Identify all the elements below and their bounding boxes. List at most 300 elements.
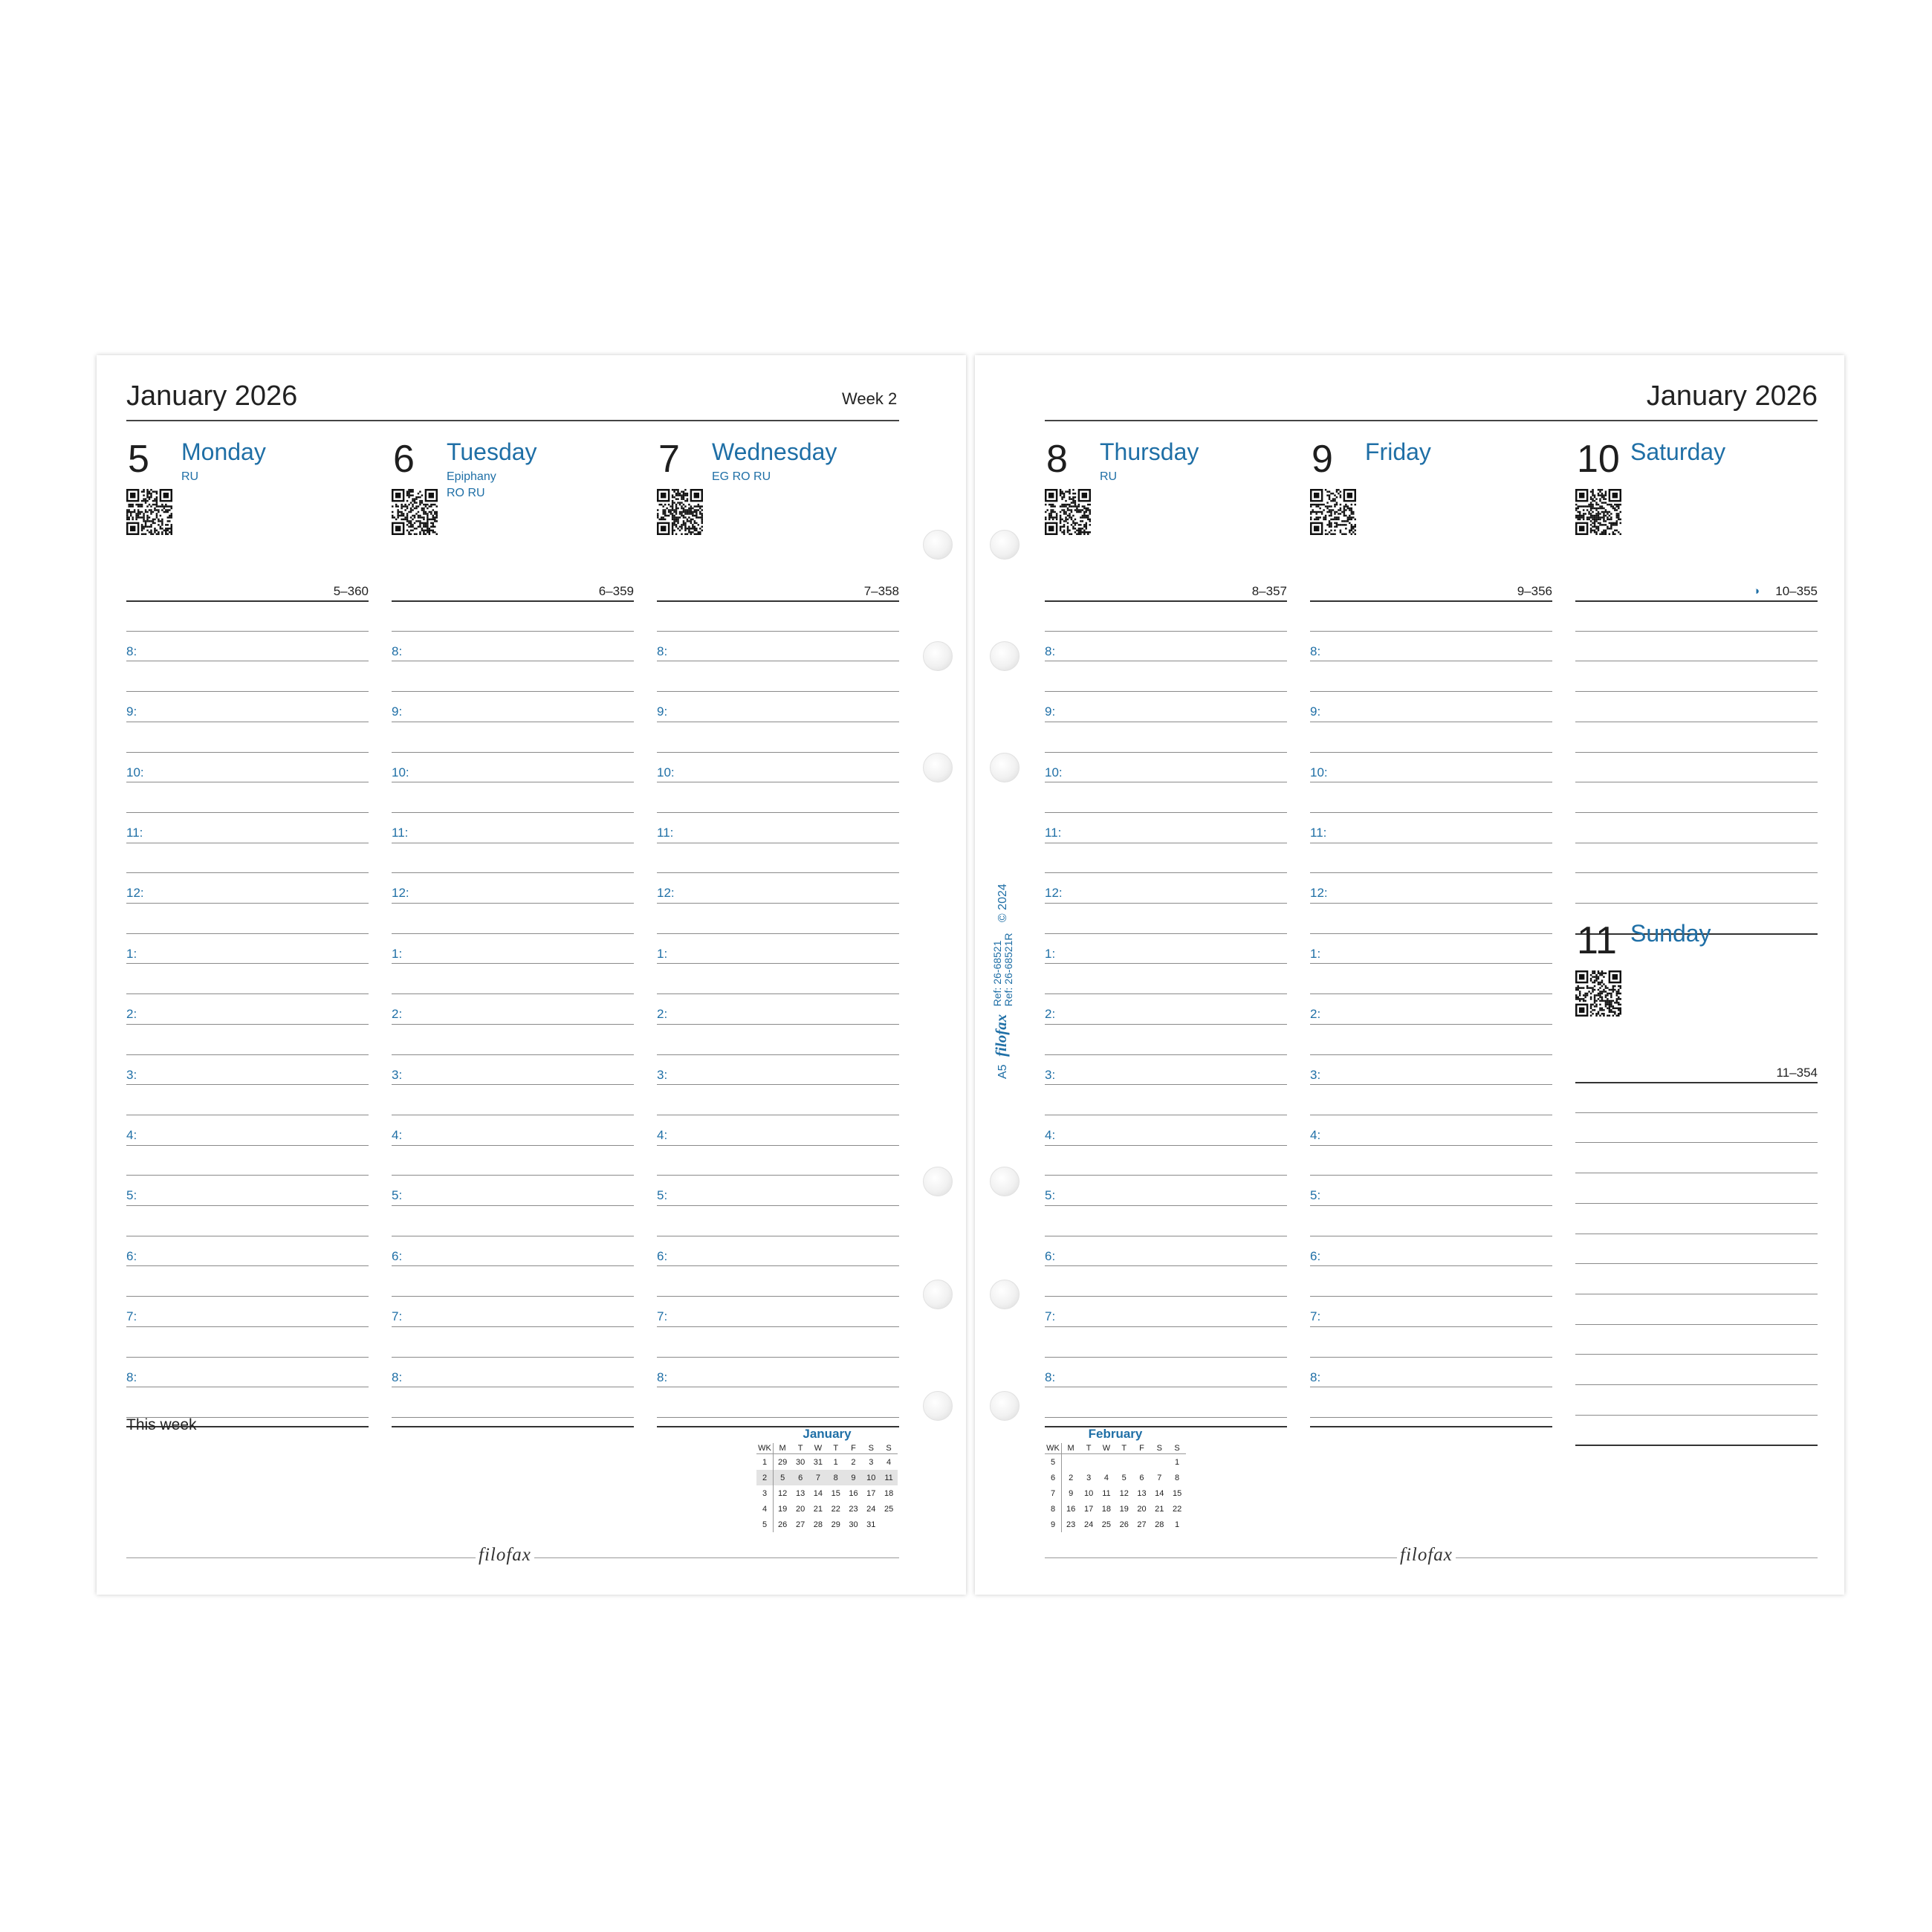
ruled-line	[1575, 631, 1818, 632]
hour-label: 9:	[1045, 704, 1056, 719]
ruled-line	[126, 631, 369, 632]
mini-calendar-cell: 8	[1045, 1501, 1062, 1517]
day-name: Friday	[1365, 438, 1431, 465]
qr-code-icon	[1575, 489, 1621, 535]
mini-calendar-week	[1045, 1454, 1186, 1471]
ruled-line	[1575, 1354, 1818, 1355]
mini-calendar-week	[1045, 1470, 1186, 1485]
hour-label: 4:	[1045, 1127, 1056, 1142]
day-divider	[1575, 600, 1818, 602]
mini-calendar-cell: 29	[778, 1457, 788, 1467]
ruled-line	[1575, 691, 1818, 692]
binder-hole	[990, 1280, 1020, 1309]
ruled-line	[1045, 1175, 1287, 1176]
day-count: 8–357	[1251, 584, 1287, 598]
ruled-line	[392, 1265, 634, 1266]
mini-calendar-cell: 7	[1157, 1473, 1162, 1482]
qr-code-icon	[1575, 970, 1621, 1017]
hour-label: 1:	[126, 946, 137, 961]
hour-label: 8:	[392, 1369, 403, 1384]
ruled-line	[657, 631, 899, 632]
hour-label: 8:	[126, 644, 137, 658]
ruled-line	[1045, 1054, 1287, 1055]
page-title: January 2026	[126, 380, 298, 412]
hour-label: 12:	[1045, 886, 1063, 901]
filofax-logo: filofax	[476, 1545, 534, 1566]
ruled-line	[392, 933, 634, 934]
hour-label: 11:	[1045, 825, 1062, 840]
day-count: 7–358	[863, 584, 899, 598]
binder-hole	[923, 1391, 953, 1421]
spine-size: A5	[996, 1064, 1010, 1079]
mini-calendar-header: M	[1062, 1443, 1080, 1454]
mini-calendar-header: T	[827, 1443, 845, 1454]
mini-calendar-cell: 25	[1101, 1520, 1112, 1529]
mini-calendar-header: W	[809, 1443, 827, 1454]
spine-ref-2: Ref: 26-68521R	[1002, 933, 1014, 1007]
mini-calendar-cell: 15	[1172, 1488, 1182, 1498]
hour-label: 7:	[657, 1309, 668, 1324]
hour-label: 11:	[1310, 825, 1327, 840]
binder-hole	[923, 530, 953, 560]
day-name: Sunday	[1630, 920, 1711, 947]
mini-calendar-cell	[1062, 1454, 1080, 1471]
ruled-line	[126, 872, 369, 873]
ruled-line	[1310, 872, 1552, 873]
ruled-line	[1575, 1384, 1818, 1385]
day-end-rule	[1575, 1445, 1818, 1446]
mini-calendar-cell: 30	[796, 1457, 805, 1467]
mini-calendar-header: T	[791, 1443, 809, 1454]
ruled-line	[126, 1054, 369, 1055]
ruled-line	[1310, 1205, 1552, 1206]
day-note: RU	[1100, 470, 1118, 483]
ruled-line	[1310, 812, 1552, 813]
mini-calendar-header: WK	[756, 1443, 774, 1454]
ruled-line	[1310, 903, 1552, 904]
ruled-line	[392, 1054, 634, 1055]
ruled-line	[1045, 1357, 1287, 1358]
ruled-line	[392, 1084, 634, 1085]
page-title: January 2026	[1646, 380, 1818, 412]
header-rule	[126, 420, 899, 421]
day-number: 6	[393, 438, 415, 481]
binder-hole	[923, 1167, 953, 1196]
hour-label: 7:	[126, 1309, 137, 1324]
ruled-line	[392, 993, 634, 994]
hour-label: 8:	[657, 1369, 668, 1384]
day-number: 11	[1577, 919, 1617, 962]
ruled-line	[126, 1084, 369, 1085]
hour-label: 5:	[1045, 1188, 1056, 1203]
day-name: Monday	[181, 438, 266, 465]
ruled-line	[1310, 1084, 1552, 1085]
hour-label: 8:	[126, 1369, 137, 1384]
ruled-line	[1310, 1175, 1552, 1176]
hour-label: 6:	[657, 1248, 668, 1263]
hour-label: 3:	[1310, 1067, 1321, 1082]
mini-calendar-cell: 12	[1119, 1488, 1129, 1498]
hour-label: 6:	[1045, 1248, 1056, 1263]
mini-calendar-header: S	[1168, 1443, 1186, 1454]
mini-calendar-cell: 17	[866, 1488, 876, 1498]
day-header	[657, 435, 899, 525]
spine-refs	[992, 933, 1014, 1007]
ruled-line	[1575, 1142, 1818, 1143]
mini-calendar-cell: 19	[1119, 1504, 1129, 1514]
ruled-line	[1310, 1417, 1552, 1418]
hour-label: 11:	[392, 825, 409, 840]
mini-calendar-cell: 20	[796, 1504, 805, 1514]
ruled-line	[126, 1145, 369, 1146]
mini-calendar-cell: 15	[831, 1488, 840, 1498]
day-note: RU	[181, 470, 199, 483]
mini-calendar-cell: 7	[1045, 1485, 1062, 1501]
mini-calendar-header: W	[1098, 1443, 1115, 1454]
mini-calendar-cell: 12	[778, 1488, 788, 1498]
ruled-line	[1045, 1145, 1287, 1146]
mini-calendar-title: January	[803, 1427, 852, 1441]
hour-label: 1:	[657, 946, 668, 961]
mini-calendar-header: S	[880, 1443, 898, 1454]
ruled-line	[657, 1357, 899, 1358]
header-rule	[1045, 420, 1818, 421]
day-count: 5–360	[333, 584, 369, 598]
mini-calendar-cell: 3	[756, 1485, 774, 1501]
mini-calendar-cell: 5	[1121, 1473, 1127, 1482]
mini-calendar-cell: 9	[1069, 1488, 1074, 1498]
ruled-line	[1045, 631, 1287, 632]
mini-calendar-header: WK	[1045, 1443, 1062, 1454]
mini-calendar-cell: 11	[1102, 1488, 1111, 1498]
mini-calendar-cell: 3	[1086, 1473, 1092, 1482]
mini-calendar-week	[756, 1454, 898, 1471]
ruled-line	[392, 1326, 634, 1327]
mini-calendar-cell: 19	[778, 1504, 788, 1514]
ruled-line	[657, 903, 899, 904]
ruled-line	[1575, 1263, 1818, 1264]
mini-calendar-week	[756, 1517, 898, 1532]
day-header	[126, 435, 369, 525]
mini-calendar-cell: 2	[1069, 1473, 1074, 1482]
moon-phase-icon: ◑	[1752, 585, 1760, 597]
hour-label: 9:	[657, 704, 668, 719]
mini-calendar-header: F	[1133, 1443, 1151, 1454]
ruled-line	[657, 963, 899, 964]
mini-calendar-cell	[880, 1517, 898, 1532]
ruled-line	[126, 1205, 369, 1206]
mini-calendar-cell: 21	[1155, 1504, 1164, 1514]
day-name: Saturday	[1630, 438, 1726, 465]
hour-label: 1:	[392, 946, 403, 961]
ruled-line	[392, 1024, 634, 1025]
ruled-line	[1045, 812, 1287, 813]
ruled-line	[392, 1145, 634, 1146]
day-note: EG RO RU	[712, 470, 771, 483]
ruled-line	[126, 691, 369, 692]
qr-code-icon	[657, 489, 703, 535]
mini-calendar-cell: 1	[756, 1454, 774, 1471]
ruled-line	[657, 1054, 899, 1055]
binder-hole	[990, 641, 1020, 671]
mini-calendar-week	[1045, 1517, 1186, 1532]
hour-label: 2:	[1045, 1007, 1056, 1022]
hour-label: 11:	[657, 825, 674, 840]
day-number: 7	[658, 438, 680, 481]
binder-hole	[923, 641, 953, 671]
ruled-line	[1310, 691, 1552, 692]
mini-calendar-cell: 2	[756, 1470, 774, 1485]
binder-hole	[990, 753, 1020, 782]
hour-label: 6:	[126, 1248, 137, 1263]
mini-calendar-cell: 14	[1155, 1488, 1164, 1498]
day-header	[1575, 435, 1818, 525]
spine-logo: filofax	[992, 1014, 1011, 1057]
mini-calendar-cell: 24	[1084, 1520, 1094, 1529]
qr-code-icon	[126, 489, 172, 535]
ruled-line	[657, 1417, 899, 1418]
mini-calendar-week	[1045, 1501, 1186, 1517]
left-page	[97, 355, 966, 1595]
day-name: Thursday	[1100, 438, 1199, 465]
mini-calendar-cell: 6	[1045, 1470, 1062, 1485]
ruled-line	[392, 963, 634, 964]
ruled-line	[1310, 993, 1552, 994]
mini-calendar-cell: 11	[880, 1470, 898, 1485]
binder-hole	[923, 1280, 953, 1309]
ruled-line	[1575, 903, 1818, 904]
mini-calendar-cell: 16	[849, 1488, 858, 1498]
hour-label: 4:	[1310, 1127, 1321, 1142]
hour-label: 8:	[1310, 644, 1321, 658]
ruled-line	[392, 1296, 634, 1297]
mini-calendar-cell: 31	[866, 1520, 876, 1529]
mini-calendar-cell: 30	[849, 1520, 858, 1529]
ruled-line	[657, 1265, 899, 1266]
ruled-line	[126, 752, 369, 753]
mini-calendar-cell: 23	[1066, 1520, 1076, 1529]
day-divider	[1310, 600, 1552, 602]
filofax-logo: filofax	[1397, 1545, 1456, 1566]
mini-calendar-cell: 6	[1139, 1473, 1144, 1482]
day-count: 11–354	[1776, 1066, 1818, 1080]
mini-calendar-cell: 31	[813, 1457, 823, 1467]
ruled-line	[1575, 1203, 1818, 1204]
spine-imprint	[992, 826, 1014, 1079]
ruled-line	[1045, 1296, 1287, 1297]
hour-label: 10:	[1310, 765, 1328, 779]
mini-calendar-cell	[1115, 1454, 1133, 1471]
ruled-line	[657, 933, 899, 934]
mini-calendar-cell: 14	[813, 1488, 823, 1498]
mini-calendar-cell: 1	[833, 1457, 838, 1467]
hour-label: 3:	[1045, 1067, 1056, 1082]
mini-calendar-cell: 27	[1137, 1520, 1147, 1529]
hour-label: 2:	[126, 1007, 137, 1022]
ruled-line	[1575, 1324, 1818, 1325]
mini-calendar-cell	[1150, 1454, 1168, 1471]
hour-label: 6:	[1310, 1248, 1321, 1263]
binder-hole	[990, 1167, 1020, 1196]
mini-calendar-cell	[1133, 1454, 1151, 1471]
mini-calendar-cell: 13	[796, 1488, 805, 1498]
hour-label: 10:	[392, 765, 409, 779]
qr-code-icon	[1310, 489, 1356, 535]
day-header	[1045, 435, 1287, 525]
day-name: Wednesday	[712, 438, 837, 465]
ruled-line	[1045, 993, 1287, 994]
hour-label: 8:	[657, 644, 668, 658]
hour-label: 10:	[126, 765, 144, 779]
mini-calendar-cell: 4	[886, 1457, 892, 1467]
ruled-line	[657, 1084, 899, 1085]
mini-calendar-cell: 9	[1045, 1517, 1062, 1532]
mini-calendar-cell: 5	[756, 1517, 774, 1532]
mini-calendar-cell: 1	[1175, 1520, 1180, 1529]
mini-calendar-cell: 8	[1175, 1473, 1180, 1482]
mini-calendar-cell: 10	[1084, 1488, 1094, 1498]
mini-calendar-cell: 18	[884, 1488, 894, 1498]
mini-calendar-cell: 26	[778, 1520, 788, 1529]
ruled-line	[126, 1265, 369, 1266]
ruled-line	[1310, 1296, 1552, 1297]
ruled-line	[657, 812, 899, 813]
hour-label: 8:	[1045, 1369, 1056, 1384]
day-note-2: RO RU	[447, 487, 485, 499]
mini-calendar-cell	[1080, 1454, 1098, 1471]
mini-calendar-title: February	[1088, 1427, 1143, 1441]
ruled-line	[657, 691, 899, 692]
day-divider	[1575, 1082, 1818, 1083]
ruled-line	[1045, 1024, 1287, 1025]
mini-calendar-week	[756, 1501, 898, 1517]
mini-calendar-cell: 23	[849, 1504, 858, 1514]
mini-calendar-cell: 17	[1084, 1504, 1094, 1514]
mini-calendar-cell: 8	[827, 1470, 845, 1485]
mini-calendar-cell: 26	[1119, 1520, 1129, 1529]
ruled-line	[657, 1326, 899, 1327]
hour-label: 12:	[392, 886, 409, 901]
binder-hole	[923, 753, 953, 782]
hour-label: 8:	[1310, 1369, 1321, 1384]
day-number: 9	[1312, 438, 1333, 481]
ruled-line	[1045, 903, 1287, 904]
ruled-line	[657, 993, 899, 994]
day-header	[1575, 917, 1818, 1006]
hour-label: 1:	[1310, 946, 1321, 961]
mini-calendar-week	[1045, 1485, 1186, 1501]
day-number: 5	[128, 438, 149, 481]
week-label: Week 2	[842, 389, 898, 408]
day-header	[1310, 435, 1552, 525]
mini-calendar-cell: 3	[869, 1457, 874, 1467]
hour-label: 9:	[126, 704, 137, 719]
ruled-line	[1045, 691, 1287, 692]
hour-label: 2:	[1310, 1007, 1321, 1022]
hour-label: 10:	[657, 765, 675, 779]
mini-calendar-january	[756, 1427, 898, 1532]
ruled-line	[126, 1357, 369, 1358]
mini-calendar-cell: 7	[809, 1470, 827, 1485]
hour-label: 12:	[657, 886, 675, 901]
hour-label: 7:	[1045, 1309, 1056, 1324]
day-count: 6–359	[598, 584, 634, 598]
hour-label: 5:	[1310, 1188, 1321, 1203]
spine-copyright: © 2024	[996, 884, 1010, 923]
ruled-line	[657, 1296, 899, 1297]
hour-label: 9:	[1310, 704, 1321, 719]
binder-hole	[990, 530, 1020, 560]
hour-label: 11:	[126, 825, 143, 840]
mini-calendar-cell: 6	[791, 1470, 809, 1485]
mini-calendar-cell: 22	[1172, 1504, 1182, 1514]
mini-calendar-cell: 4	[1103, 1473, 1109, 1482]
mini-calendar-february	[1045, 1427, 1186, 1532]
ruled-line	[126, 1296, 369, 1297]
ruled-line	[1045, 872, 1287, 873]
mini-calendar-week	[756, 1470, 898, 1485]
ruled-line	[1575, 1112, 1818, 1113]
mini-calendar-cell: 24	[866, 1504, 876, 1514]
mini-calendar-week	[756, 1485, 898, 1501]
hour-label: 2:	[657, 1007, 668, 1022]
this-week-label: This week	[126, 1416, 197, 1433]
day-name: Tuesday	[447, 438, 537, 465]
ruled-line	[392, 1357, 634, 1358]
mini-calendar-cell: 5	[774, 1470, 792, 1485]
ruled-line	[126, 1175, 369, 1176]
ruled-line	[1045, 752, 1287, 753]
ruled-line	[1575, 872, 1818, 873]
ruled-line	[392, 812, 634, 813]
mini-calendar-cell: 27	[796, 1520, 805, 1529]
hour-label: 7:	[392, 1309, 403, 1324]
ruled-line	[657, 872, 899, 873]
day-divider	[126, 600, 369, 602]
ruled-line	[1310, 1265, 1552, 1266]
ruled-line	[1045, 1265, 1287, 1266]
ruled-line	[126, 1024, 369, 1025]
ruled-line	[1045, 933, 1287, 934]
ruled-line	[657, 1024, 899, 1025]
binder-hole	[990, 1391, 1020, 1421]
day-end-rule	[1310, 1426, 1552, 1427]
ruled-line	[1045, 1417, 1287, 1418]
ruled-line	[1310, 631, 1552, 632]
mini-calendar-cell: 16	[1066, 1504, 1076, 1514]
ruled-line	[1045, 1205, 1287, 1206]
qr-code-icon	[1045, 489, 1091, 535]
hour-label: 7:	[1310, 1309, 1321, 1324]
ruled-line	[1045, 1084, 1287, 1085]
day-count: 10–355	[1775, 584, 1818, 598]
ruled-line	[392, 631, 634, 632]
hour-label: 3:	[392, 1067, 403, 1082]
ruled-line	[392, 691, 634, 692]
ruled-line	[392, 752, 634, 753]
right-page	[975, 355, 1844, 1595]
hour-label: 5:	[126, 1188, 137, 1203]
hour-label: 3:	[657, 1067, 668, 1082]
ruled-line	[1310, 1357, 1552, 1358]
day-number: 10	[1577, 438, 1620, 481]
spine-ref-1: Ref: 26-68521	[991, 940, 1003, 1007]
day-divider	[1045, 600, 1287, 602]
ruled-line	[657, 1175, 899, 1176]
ruled-line	[657, 1145, 899, 1146]
ruled-line	[1575, 1415, 1818, 1416]
mini-calendar-cell: 28	[1155, 1520, 1164, 1529]
